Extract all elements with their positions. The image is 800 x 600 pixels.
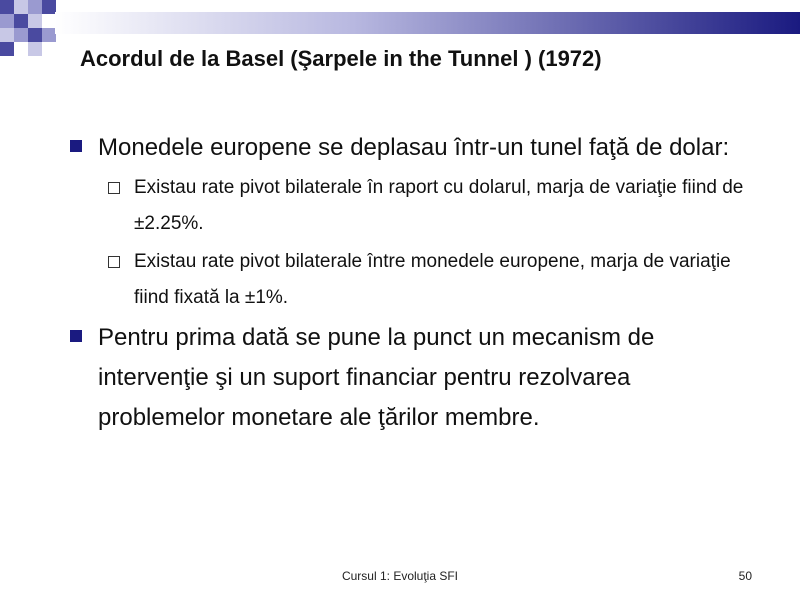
footer-text: Cursul 1: Evoluţia SFI	[341, 569, 459, 583]
decor-square	[0, 0, 14, 14]
decor-square	[28, 14, 42, 28]
hollow-square-icon	[108, 256, 120, 268]
sub-bullet-item	[68, 170, 748, 242]
sub-bullet-item	[68, 244, 748, 316]
header-gradient-bar	[55, 12, 800, 34]
decor-square	[14, 14, 28, 28]
page-number: 50	[738, 569, 752, 583]
decor-square	[0, 42, 14, 56]
bullet-text: Pentru prima dată se pune la punct un mecanism de intervenţie şi un suport financiar pentru rezolvarea problemelor monetare ale ţărilor membre.	[98, 324, 655, 431]
slide-content	[68, 128, 748, 440]
bullet-item	[68, 128, 748, 168]
hollow-square-icon	[108, 182, 120, 194]
decor-square	[0, 28, 14, 42]
decor-square	[14, 28, 28, 42]
decor-square	[42, 28, 56, 42]
bullet-text: Monedele europene se deplasau într-un tunel faţă de dolar:	[98, 134, 730, 161]
sub-bullet-text: Existau rate pivot bilaterale în raport cu dolarul, marja de variaţie fiind de ±2.25%.	[134, 177, 744, 234]
filled-square-icon	[70, 330, 82, 342]
decor-square	[0, 14, 14, 28]
slide-title: Acordul de la Basel (Şarpele in the Tunnel ) (1972)	[80, 46, 602, 71]
sub-bullet-text: Existau rate pivot bilaterale între monedele europene, marja de variaţie fiind fixată la ±1%.	[134, 251, 731, 308]
decor-square	[28, 42, 42, 56]
decor-square	[14, 0, 28, 14]
decor-square	[28, 28, 42, 42]
filled-square-icon	[70, 140, 82, 152]
decor-square	[28, 0, 42, 14]
bullet-item	[68, 318, 748, 438]
decor-square	[42, 0, 56, 14]
